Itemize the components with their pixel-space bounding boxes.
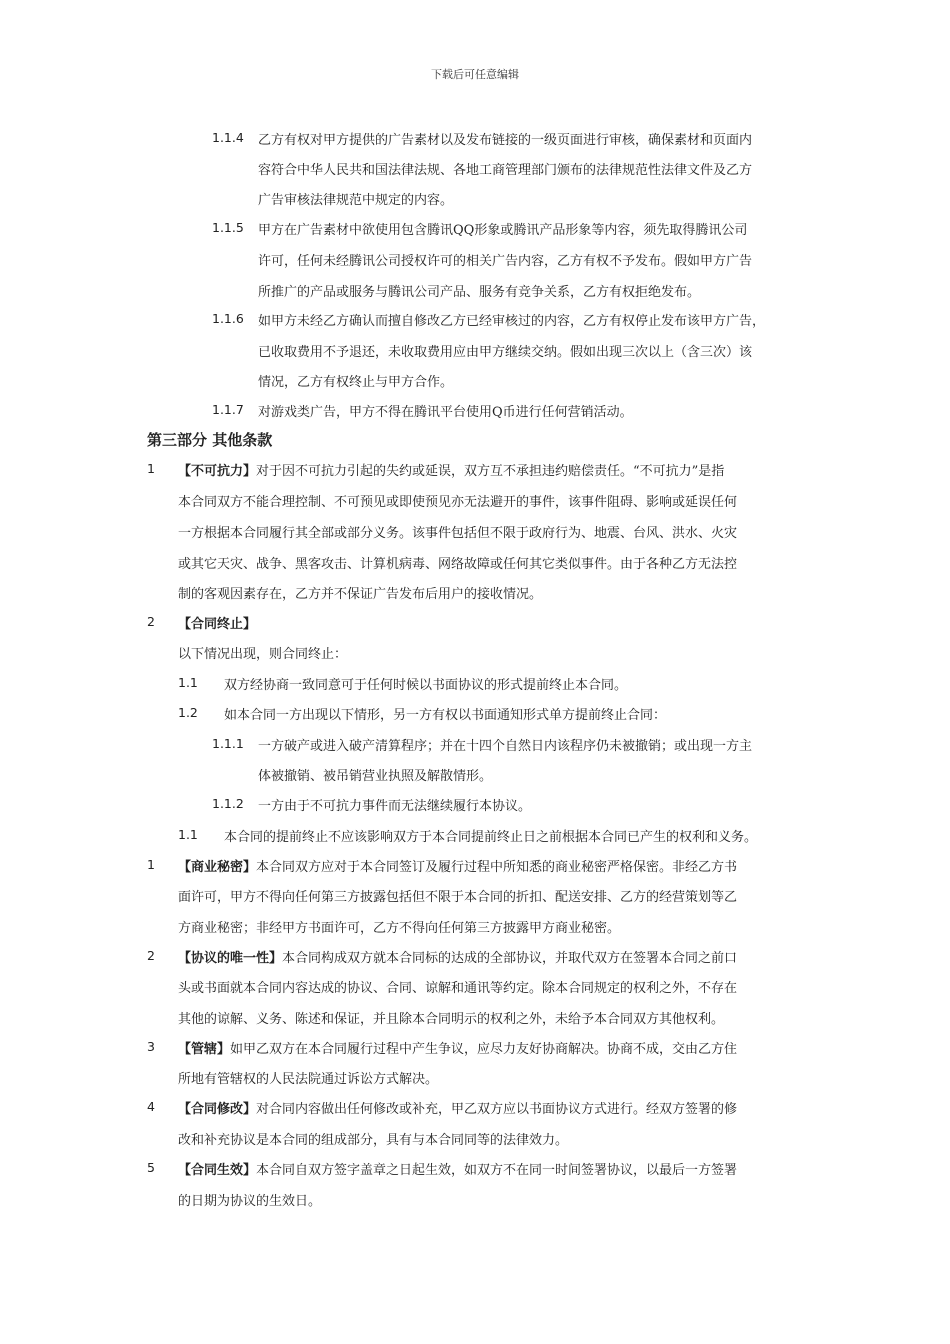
clause-line: 的日期为协议的生效日。: [178, 1194, 322, 1209]
clause-line: 本合同构成双方就本合同标的达成的全部协议，并取代双方在签署本合同之前口: [282, 951, 738, 966]
clause-line: 其他的谅解、义务、陈述和保证，并且除本合同明示的权利之外，未给予本合同双方其他权利。: [178, 1012, 725, 1027]
subclause-number: 1.1: [178, 827, 198, 842]
clause-line: 乙方有权对甲方提供的广告素材以及发布链接的一级页面进行审核，确保素材和页面内: [258, 133, 753, 148]
subclause-number: 1.1: [178, 675, 198, 690]
clause-line: 改和补充协议是本合同的组成部分，具有与本合同同等的法律效力。: [178, 1133, 569, 1148]
clause-line: 对合同内容做出任何修改或补充，甲乙双方应以书面协议方式进行。经双方签署的修: [256, 1102, 738, 1117]
subclause-line: 本合同的提前终止不应该影响双方于本合同提前终止日之前根据本合同已产生的权利和义务。: [224, 830, 758, 845]
clause-line: 广告审核法律规范中规定的内容。: [258, 193, 454, 208]
clause-line: 制的客观因素存在，乙方并不保证广告发布后用户的接收情况。: [178, 587, 543, 602]
page-header: 下载后可任意编辑: [431, 68, 519, 81]
clause-line: 对游戏类广告，甲方不得在腾讯平台使用Q币进行任何营销活动。: [258, 405, 633, 420]
clause-number: 1.1.4: [212, 130, 244, 145]
clause-number: 2: [147, 948, 155, 963]
clause-line: 头或书面就本合同内容达成的协议、合同、谅解和通讯等约定。除本合同规定的权利之外，不存在: [178, 981, 738, 996]
subclause-line: 如本合同一方出现以下情形，另一方有权以书面通知形式单方提前终止合同：: [224, 708, 667, 723]
clause-line: 许可，任何未经腾讯公司授权许可的相关广告内容，乙方有权不予发布。假如甲方广告: [258, 254, 753, 269]
subclause-number: 1.2: [178, 705, 198, 720]
subclause-line: 一方由于不可抗力事件而无法继续履行本协议。: [258, 799, 532, 814]
clause-first-line: [178, 1159, 737, 1178]
clause-line: 容符合中华人民共和国法律法规、各地工商管理部门颁布的法律规范性法律文件及乙方: [258, 163, 753, 178]
section-title: 第三部分 其他条款: [147, 431, 273, 449]
clause-line: 对于因不可抗力引起的失约或延误，双方互不承担违约赔偿责任。“不可抗力”是指: [256, 464, 725, 479]
clause-first-line: [178, 947, 737, 966]
clause-first-line: [178, 1098, 737, 1117]
clause-line: 情况，乙方有权终止与甲方合作。: [258, 375, 454, 390]
clause-title: 【协议的唯一性】: [178, 951, 283, 966]
clause-line: 所地有管辖权的人民法院通过诉讼方式解决。: [178, 1072, 439, 1087]
subclause-line: 体被撤销、被吊销营业执照及解散情形。: [258, 769, 493, 784]
clause-number: 1.1.5: [212, 220, 244, 235]
clause-title: 【管辖】: [178, 1042, 231, 1057]
clause-number: 1: [147, 857, 155, 872]
clause-line: 如甲方未经乙方确认而擅自修改乙方已经审核过的内容，乙方有权停止发布该甲方广告，: [258, 314, 766, 329]
clause-intro: 以下情况出现，则合同终止：: [178, 647, 348, 662]
clause-first-line: [178, 460, 724, 479]
clause-number: 3: [147, 1039, 155, 1054]
clause-line: 所推广的产品或服务与腾讯公司产品、服务有竞争关系，乙方有权拒绝发布。: [258, 285, 701, 300]
clause-number: 1: [147, 461, 155, 476]
clause-first-line: [178, 1038, 737, 1057]
clause-line: 甲方在广告素材中欲使用包含腾讯QQ形象或腾讯产品形象等内容，须先取得腾讯公司: [258, 223, 748, 238]
clause-line: 本合同自双方签字盖章之日起生效，如双方不在同一时间签署协议，以最后一方签署: [256, 1163, 738, 1178]
clause-number: 4: [147, 1099, 155, 1114]
clause-line: 如甲乙双方在本合同履行过程中产生争议，应尽力友好协商解决。协商不成，交由乙方住: [230, 1042, 738, 1057]
clause-number: 1.1.7: [212, 402, 244, 417]
clause-title: 【不可抗力】: [178, 464, 257, 479]
subclause-line: 双方经协商一致同意可于任何时候以书面协议的形式提前终止本合同。: [224, 678, 628, 693]
subclause-line: 一方破产或进入破产清算程序；并在十四个自然日内该程序仍未被撤销；或出现一方主: [258, 739, 753, 754]
clause-line: 一方根据本合同履行其全部或部分义务。该事件包括但不限于政府行为、地震、台风、洪水、火灾: [178, 526, 738, 541]
clause-number: 5: [147, 1160, 155, 1175]
clause-number: 1.1.6: [212, 311, 244, 326]
subclause-number: 1.1.2: [212, 796, 244, 811]
clause-title: 【合同修改】: [178, 1102, 257, 1117]
clause-title: 【合同终止】: [178, 617, 257, 632]
clause-line: 本合同双方应对于本合同签订及履行过程中所知悉的商业秘密严格保密。非经乙方书: [256, 860, 738, 875]
clause-title: 【合同生效】: [178, 1163, 257, 1178]
clause-first-line: [178, 856, 737, 875]
clause-line: 面许可，甲方不得向任何第三方披露包括但不限于本合同的折扣、配送安排、乙方的经营策划等乙: [178, 890, 738, 905]
clause-title: 【商业秘密】: [178, 860, 257, 875]
clause-line: 或其它天灾、战争、黑客攻击、计算机病毒、网络故障或任何其它类似事件。由于各种乙方无法控: [178, 557, 738, 572]
subclause-number: 1.1.1: [212, 736, 244, 751]
clause-line: 本合同双方不能合理控制、不可预见或即使预见亦无法避开的事件，该事件阻碍、影响或延误任何: [178, 495, 738, 510]
clause-line: 已收取费用不予退还，未收取费用应由甲方继续交纳。假如出现三次以上（含三次）该: [258, 345, 753, 360]
clause-line: 方商业秘密；非经甲方书面许可，乙方不得向任何第三方披露甲方商业秘密。: [178, 921, 621, 936]
clause-number: 2: [147, 614, 155, 629]
